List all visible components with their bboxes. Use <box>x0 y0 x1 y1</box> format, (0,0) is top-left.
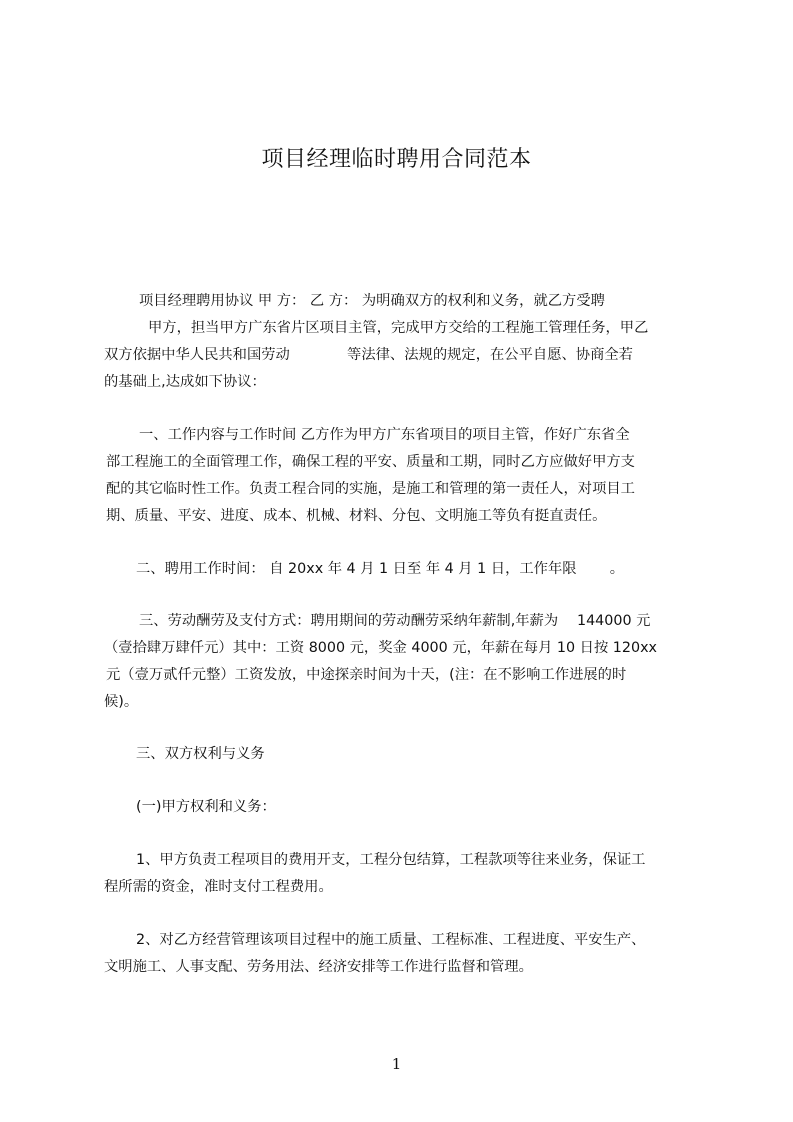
paragraph-line: 部工程施工的全面管理工作，确保工程的平安、质量和工期，同时乙方应做好甲方支 <box>106 454 635 470</box>
paragraph-line: 程所需的资金，准时支付工程费用。 <box>104 879 333 895</box>
paragraph-line: 1、甲方负责工程项目的费用开支，工程分包结算，工程款项等往来业务，保证工 <box>136 852 646 868</box>
paragraph-line: 双方依据中华人民共和国劳动 等法律、法规的规定，在公平自愿、协商全若 <box>104 347 633 363</box>
paragraph-line: 2、对乙方经营管理该项目过程中的施工质量、工程标准、工程进度、平安生产、 <box>136 932 646 948</box>
paragraph-line: 项目经理聘用协议 甲 方： 乙 方： 为明确双方的权利和义务，就乙方受聘 <box>139 293 605 309</box>
paragraph-line: 期、质量、平安、进度、成本、机械、材料、分包、文明施工等负有挺直责任。 <box>106 508 607 524</box>
paragraph-line: 的基础上,达成如下协议： <box>104 374 266 390</box>
paragraph-line: 三、劳动酬劳及支付方式：聘用期间的劳动酬劳采纳年薪制,年薪为 144000 元 <box>139 613 651 629</box>
paragraph-line: 配的其它临时性工作。负责工程合同的实施，是施工和管理的第一责任人，对项目工 <box>106 481 635 497</box>
paragraph-line: 元（壹万贰仟元整）工资发放，中途探亲时间为十天，(注：在不影响工作进展的时 <box>106 667 627 683</box>
paragraph-line: 候)。 <box>104 694 139 710</box>
page-title: 项目经理临时聘用合同范本 <box>261 147 532 172</box>
subsection-heading: (一)甲方权利和义务： <box>136 799 276 815</box>
paragraph-line: 二、聘用工作时间： 自 20xx 年 4 月 1 日至 年 4 月 1 日，工作年限 。 <box>136 561 624 577</box>
paragraph-line: （壹拾肆万肆仟元）其中：工资 8000 元，奖金 4000 元，年薪在每月 10 日按 120xx <box>104 640 657 656</box>
paragraph-line: 一、工作内容与工作时间 乙方作为甲方广东省项目的项目主管，作好广东省全 <box>139 427 630 443</box>
paragraph-line: 甲方，担当甲方广东省片区项目主管，完成甲方交给的工程施工管理任务，甲乙 <box>148 320 649 336</box>
section-heading: 三、双方权利与义务 <box>136 746 265 762</box>
paragraph-line: 文明施工、人事支配、劳务用法、经济安排等工作进行监督和管理。 <box>104 959 533 975</box>
page-number: 1 <box>391 1055 402 1073</box>
